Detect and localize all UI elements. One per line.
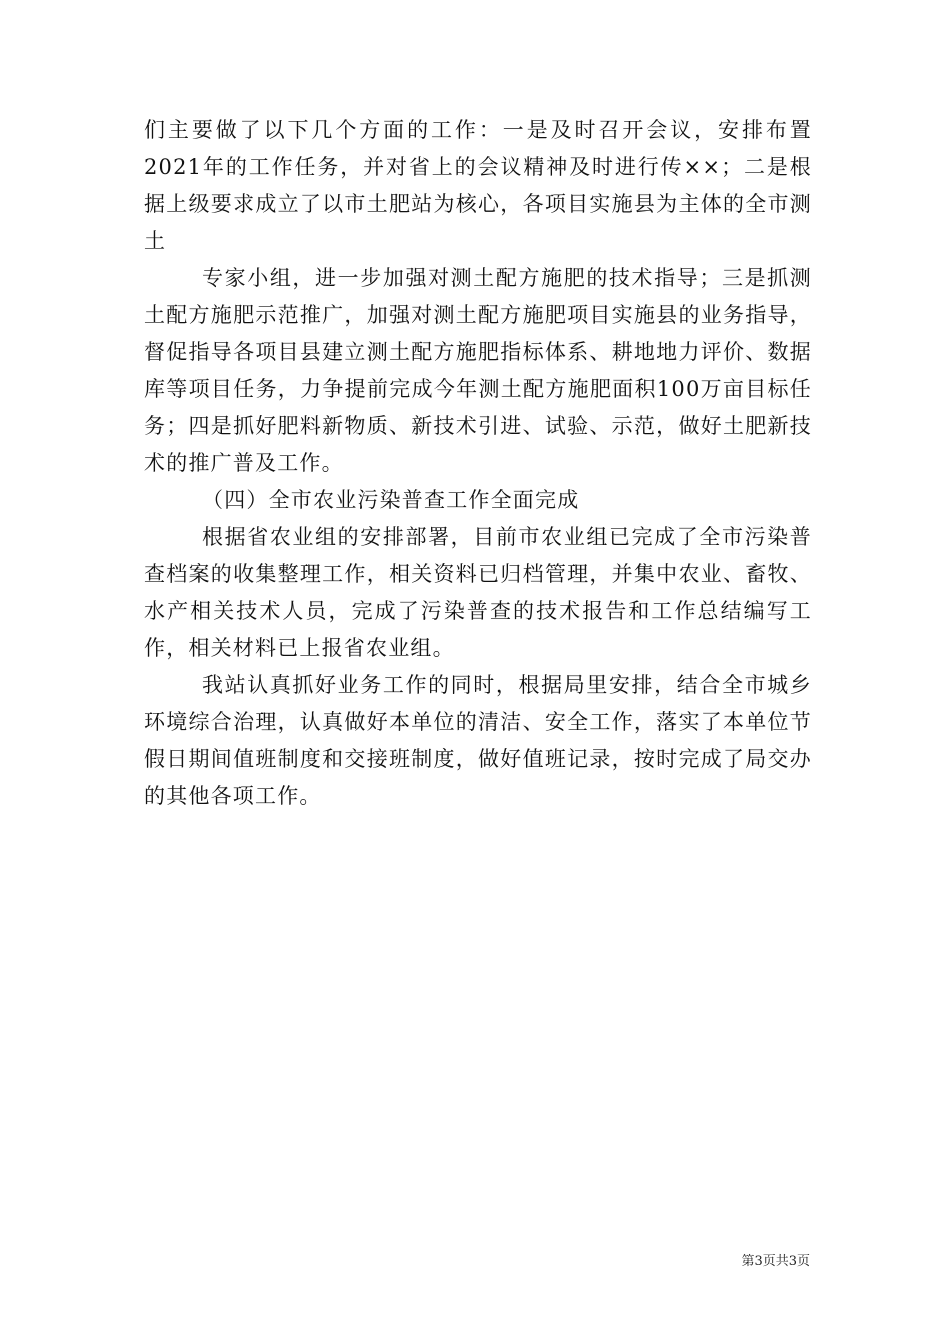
document-body — [144, 112, 812, 815]
paragraph-work-summary: 们主要做了以下几个方面的工作：一是及时召开会议，安排布置2021年的工作任务，并对省上的会议精神及时进行传××；二是根据上级要求成立了以市土肥站为核心，各项目实施县为主体的全市测土 — [144, 118, 812, 253]
paragraph-other-work: 我站认真抓好业务工作的同时，根据局里安排，结合全市城乡环境综合治理，认真做好本单位的清洁、安全工作，落实了本单位节假日期间值班制度和交接班制度，做好值班记录，按时完成了局交办的其他各项工作。 — [144, 673, 812, 808]
paragraph-pollution-census: 根据省农业组的安排部署，目前市农业组已完成了全市污染普查档案的收集整理工作，相关资料已归档管理，并集中农业、畜牧、水产相关技术人员，完成了污染普查的技术报告和工作总结编写工作，相关材料已上报省农业组。 — [144, 525, 812, 660]
page-number-footer — [741, 1250, 810, 1269]
section-heading-pollution-census: （四）全市农业污染普查工作全面完成 — [202, 488, 580, 512]
page-number-label: 第3页共3页 — [741, 1254, 810, 1269]
paragraph-expert-group: 专家小组，进一步加强对测土配方施肥的技术指导；三是抓测土配方施肥示范推广，加强对测土配方施肥项目实施县的业务指导，督促指导各项目县建立测土配方施肥指标体系、耕地地力评价、数据库等项目任务，力争提前完成今年测土配方施肥面积100万亩目标任务；四是抓好肥料新物质、新技术引进、试验、示范，做好土肥新技术的推广普及工作。 — [144, 266, 812, 475]
